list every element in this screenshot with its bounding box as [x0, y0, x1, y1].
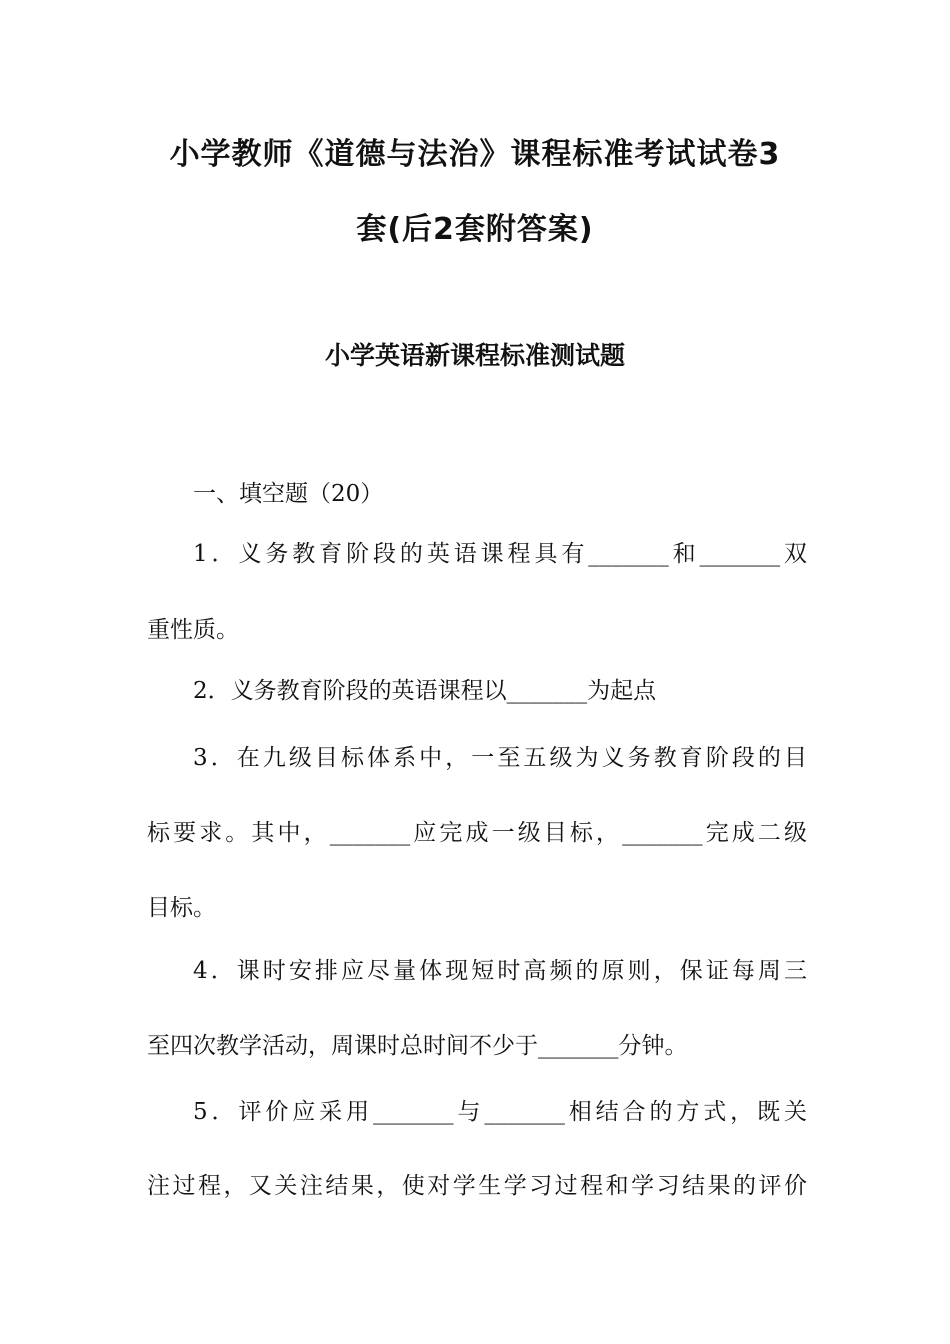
question-2-line-1: 2．义务教育阶段的英语课程以_______为起点 — [193, 678, 657, 704]
question-4-line-1: 4．课时安排应尽量体现短时高频的原则，保证每周三 — [193, 958, 807, 984]
question-5-line-2: 注过程，又关注结果，使对学生学习过程和学习结果的评价 — [147, 1173, 807, 1199]
section-heading-fill-in: 一、填空题（20） — [193, 481, 384, 507]
question-3-line-1: 3．在九级目标体系中，一至五级为义务教育阶段的目 — [193, 745, 807, 771]
question-1-line-1: 1．义务教育阶段的英语课程具有_______和_______双 — [193, 541, 807, 567]
document-title-line-1: 小学教师《道德与法治》课程标准考试试卷3 — [169, 137, 781, 172]
question-5-line-1: 5．评价应采用_______与_______相结合的方式，既关 — [193, 1099, 807, 1125]
question-3-line-2: 标要求。其中，_______应完成一级目标，_______完成二级 — [147, 820, 807, 846]
question-1-line-2: 重性质。 — [147, 617, 239, 643]
question-4-line-2: 至四次教学活动，周课时总时间不少于_______分钟。 — [147, 1033, 688, 1059]
document-subtitle: 小学英语新课程标准测试题 — [324, 341, 625, 370]
document-title-line-2: 套(后2套附答案) — [356, 212, 594, 247]
question-3-line-3: 目标。 — [147, 895, 216, 921]
